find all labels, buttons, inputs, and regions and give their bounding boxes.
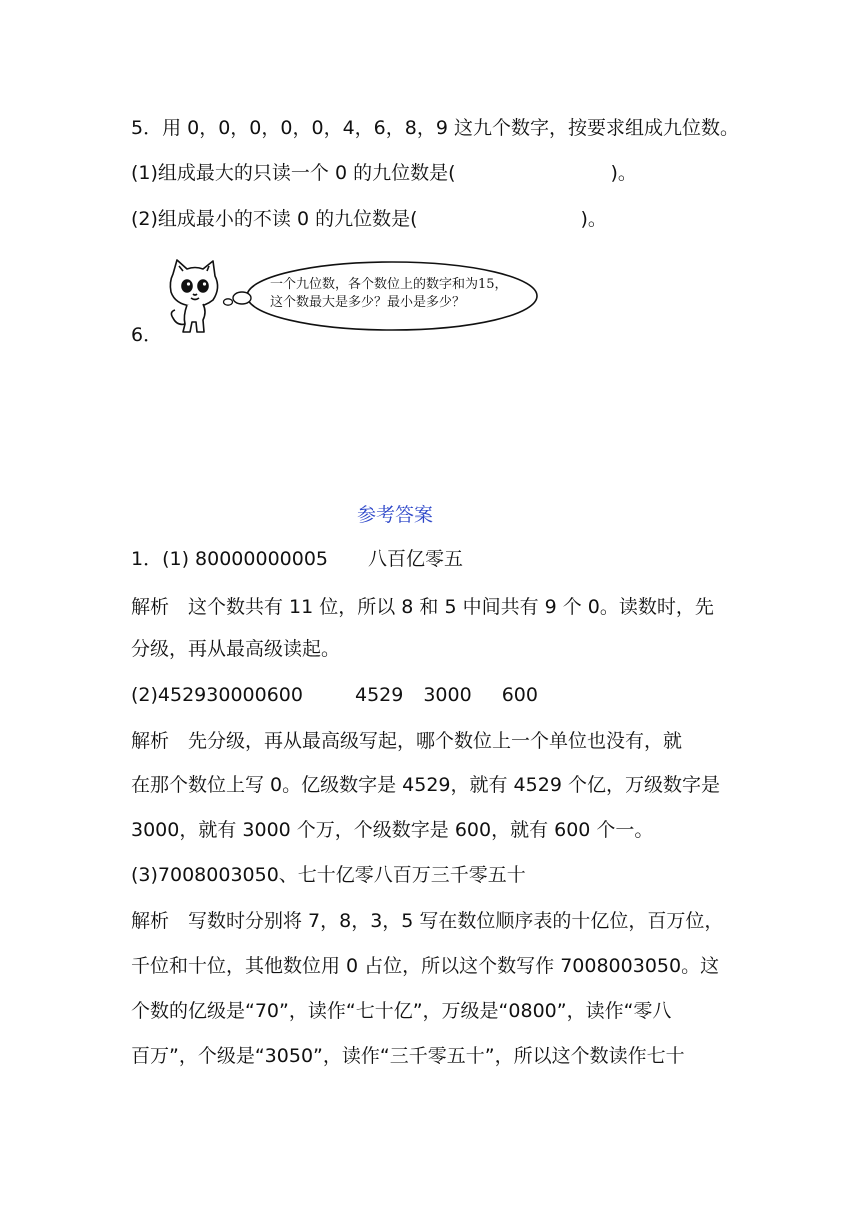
answer-3-analysis-line4: 百万”，个级是“3050”，读作“三千零五十”，所以这个数读作七十: [131, 1045, 685, 1067]
answer-2-group-ge: 600: [501, 684, 538, 706]
q5-part1: [131, 160, 637, 186]
q5-stem: 5．用 0，0，0，0，0，4，6，8，9 这九个数字，按要求组成九位数。: [131, 117, 739, 139]
q5-part2-text: (2)组成最小的不读 0 的九位数是(: [131, 208, 418, 230]
bubble-text-line1: 一个九位数，各个数位上的数字和为15，: [270, 277, 508, 292]
answer-1-analysis-line1: 解析 这个数共有 11 位，所以 8 和 5 中间共有 9 个 0。读数时，先: [131, 596, 714, 618]
answer-2-head: [131, 682, 538, 708]
bubble-text-line2: 这个数最大是多少？最小是多少？: [270, 295, 466, 310]
q5-part2: [131, 206, 607, 232]
answer-3-head: (3)7008003050、七十亿零八百万三千零五十: [131, 864, 526, 886]
answer-1-reading: 八百亿零五: [368, 548, 464, 570]
cat-icon: [170, 260, 217, 332]
thought-dot-small: [224, 299, 233, 305]
answers-title: 参考答案: [356, 504, 433, 526]
q5-part2-close: )。: [580, 208, 607, 230]
answer-3-analysis-line1: 解析 写数时分别将 7，8，3，5 写在数位顺序表的十亿位，百万位，: [131, 910, 724, 932]
q5-part1-close: )。: [610, 162, 637, 184]
q5-part1-text: (1)组成最大的只读一个 0 的九位数是(: [131, 162, 456, 184]
answer-1-analysis-line2: 分级，再从最高级读起。: [131, 638, 341, 660]
answer-3-analysis-line2: 千位和十位，其他数位用 0 占位，所以这个数写作 7008003050。这: [131, 955, 720, 977]
answer-2-analysis-line1: 解析 先分级，再从最高级写起，哪个数位上一个单位也没有，就: [131, 730, 683, 752]
answer-1-number: 1．(1) 80000000005: [131, 548, 329, 570]
answer-3-analysis-line3: 个数的亿级是“70”，读作“七十亿”，万级是“0800”，读作“零八: [131, 1000, 672, 1022]
q6-number: 6．: [131, 324, 163, 346]
answer-2-group-wan: 3000: [423, 684, 472, 706]
answer-2-group-yi: 4529: [354, 684, 404, 706]
answer-2-analysis-line2: 在那个数位上写 0。亿级数字是 4529，就有 4529 个亿，万级数字是: [131, 774, 720, 796]
answer-2-number: (2)452930000600: [131, 684, 303, 706]
thought-dot-large: [233, 292, 251, 304]
answer-1-head: [131, 546, 463, 572]
answer-2-analysis-line3: 3000，就有 3000 个万，个级数字是 600，就有 600 个一。: [131, 819, 654, 841]
